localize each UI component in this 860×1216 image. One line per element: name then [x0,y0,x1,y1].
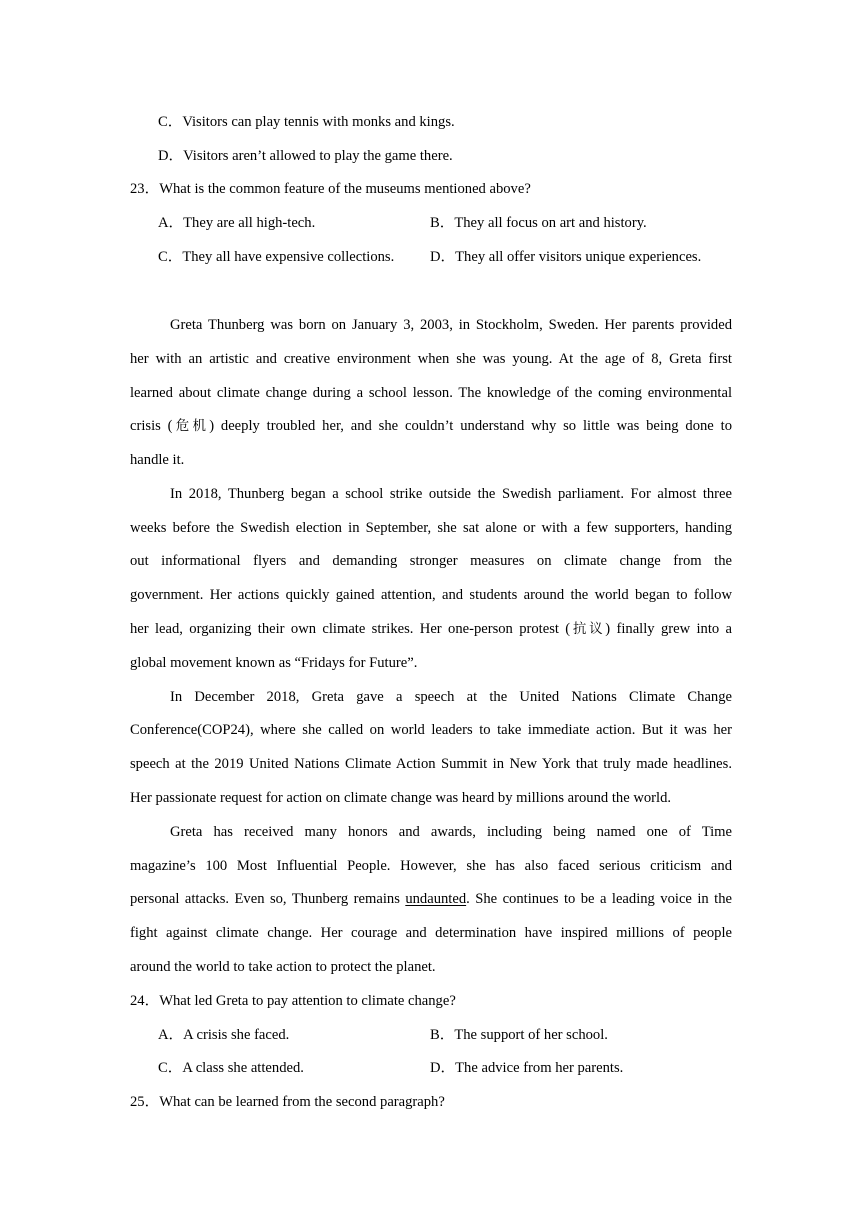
q22-option-d: D．Visitors aren’t allowed to play the game there. [158,148,453,164]
q23-option-c: C．They all have expensive collections. [158,249,395,265]
p4-line-1: Greta has received many honors and awards, including being named one of Time [170,824,732,840]
p2-line-1: In 2018, Thunberg began a school strike outside the Swedish parliament. For almost three [170,486,732,502]
q22-option-c: C．Visitors can play tennis with monks and kings. [158,114,455,130]
p4-line-2: magazine’s 100 Most Influential People. However, she has also faced serious criticism and [130,858,732,874]
p2-line-5: her lead, organizing their own climate strikes. Her one-person protest (抗议) finally grew into a [130,621,733,637]
chinese-gloss-protest: 抗议 [570,621,606,637]
p3-line-3: speech at the 2019 United Nations Climate Action Summit in New York that truly made headlines. [130,756,732,772]
p4-line-4: fight against climate change. Her courage and determination have inspired millions of people [130,925,732,941]
q24-stem: 24．What led Greta to pay attention to climate change? [130,993,456,1009]
p1-line-5: handle it. [130,452,185,468]
q24-option-a: A．A crisis she faced. [158,1027,290,1043]
p3-line-4: Her passionate request for action on climate change was heard by millions around the world. [130,790,672,806]
p4-line-5: around the world to take action to protect the planet. [130,959,436,975]
p4-line-3: personal attacks. Even so, Thunberg remains undaunted. She continues to be a leading voice in the [130,891,732,907]
q24-option-c: C．A class she attended. [158,1060,304,1076]
p2-line-6: global movement known as “Fridays for Future”. [130,655,418,671]
q23-option-a: A．They are all high-tech. [158,215,316,231]
p3-line-2: Conference(COP24), where she called on world leaders to take immediate action. But it was her [130,722,732,738]
q24-option-d: D．The advice from her parents. [430,1060,624,1076]
p2-line-2: weeks before the Swedish election in September, she sat alone or with a few supporters, handing [130,520,732,536]
underlined-word-undaunted: undaunted [405,891,467,907]
q23-option-d: D．They all offer visitors unique experiences. [430,249,702,265]
p2-line-4: government. Her actions quickly gained attention, and students around the world began to follow [130,587,732,603]
p1-line-1: Greta Thunberg was born on January 3, 2003, in Stockholm, Sweden. Her parents provided [170,317,732,333]
q23-option-b: B．They all focus on art and history. [430,215,647,231]
p1-line-2: her with an artistic and creative environment when she was young. At the age of 8, Greta first [130,351,732,367]
q25-stem: 25．What can be learned from the second paragraph? [130,1094,445,1110]
p2-line-3: out informational flyers and demanding stronger measures on climate change from the [130,553,732,569]
p1-line-3: learned about climate change during a school lesson. The knowledge of the coming environmental [130,385,732,401]
p1-line-4: crisis (危机) deeply troubled her, and she couldn’t understand why so little was being done to [130,418,732,434]
q24-option-b: B．The support of her school. [430,1027,608,1043]
chinese-gloss-crisis: 危机 [172,418,210,434]
p3-line-1: In December 2018, Greta gave a speech at the United Nations Climate Change [170,689,732,705]
q23-stem: 23．What is the common feature of the museums mentioned above? [130,181,531,197]
